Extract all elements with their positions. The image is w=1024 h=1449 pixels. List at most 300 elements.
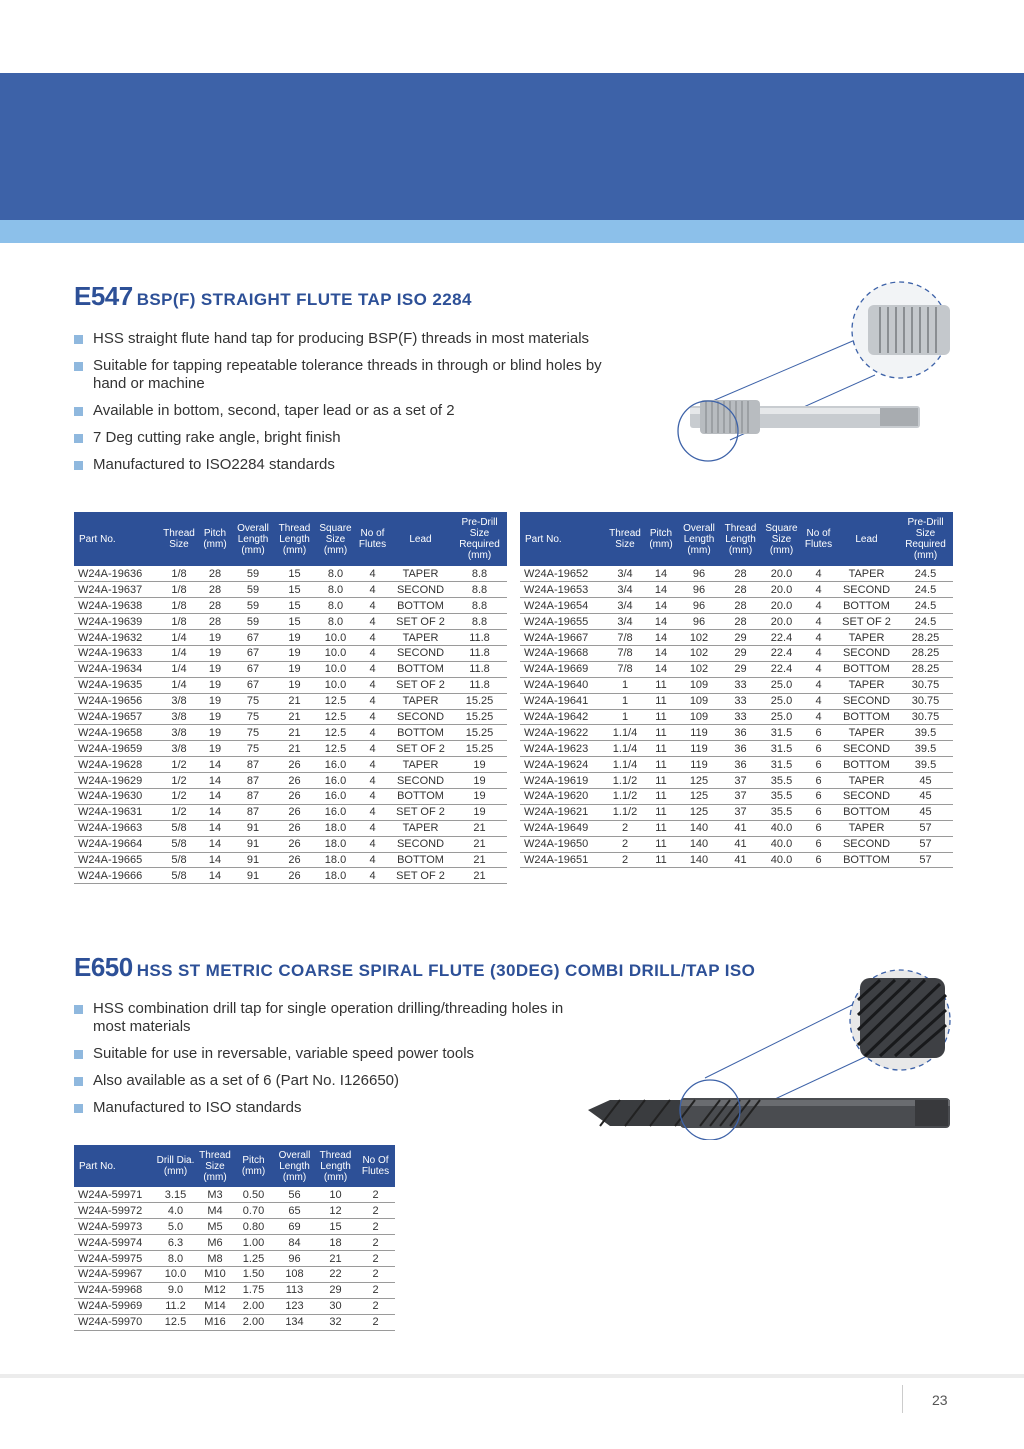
table-cell: 4 bbox=[356, 788, 389, 804]
table-row bbox=[520, 630, 953, 646]
table-cell: 21 bbox=[452, 836, 507, 852]
part-number-cell: W24A-19621 bbox=[520, 804, 606, 820]
table-cell: TAPER bbox=[389, 757, 452, 773]
table-cell: BOTTOM bbox=[835, 598, 898, 614]
table-cell: 30.75 bbox=[898, 693, 953, 709]
table-cell: 14 bbox=[644, 630, 678, 646]
table-cell: 6.3 bbox=[154, 1235, 197, 1251]
table-cell: 8.8 bbox=[452, 566, 507, 582]
feature-list-e650 bbox=[74, 1000, 574, 1126]
table-cell: 91 bbox=[232, 868, 274, 884]
table-cell: 2 bbox=[356, 1203, 395, 1219]
table-cell: 11 bbox=[644, 757, 678, 773]
col-part-no: Part No. bbox=[74, 1145, 154, 1187]
part-number-cell: W24A-19665 bbox=[74, 852, 160, 868]
table-row bbox=[74, 1282, 395, 1298]
table-cell: 24.5 bbox=[898, 582, 953, 598]
bullet-square-icon bbox=[74, 335, 83, 344]
table-cell: 32 bbox=[315, 1314, 356, 1330]
table-cell: 4 bbox=[356, 614, 389, 630]
feature-text: 7 Deg cutting rake angle, bright finish bbox=[93, 429, 341, 446]
col-lead: Lead bbox=[835, 512, 898, 566]
table-cell: 26 bbox=[274, 757, 315, 773]
table-cell: 11 bbox=[644, 788, 678, 804]
part-number-cell: W24A-19624 bbox=[520, 757, 606, 773]
part-number-cell: W24A-59972 bbox=[74, 1203, 154, 1219]
part-number-cell: W24A-59968 bbox=[74, 1282, 154, 1298]
table-cell: 57 bbox=[898, 820, 953, 836]
part-number-cell: W24A-19653 bbox=[520, 582, 606, 598]
table-cell: 1/4 bbox=[160, 677, 198, 693]
table-cell: 40.0 bbox=[761, 836, 802, 852]
table-cell: 14 bbox=[198, 788, 232, 804]
part-number-cell: W24A-19642 bbox=[520, 709, 606, 725]
e547-table-right bbox=[520, 512, 953, 868]
table-cell: 10.0 bbox=[315, 630, 356, 646]
table-cell: SECOND bbox=[389, 709, 452, 725]
table-cell: 21 bbox=[274, 725, 315, 741]
table-cell: 11 bbox=[644, 741, 678, 757]
table-cell: 7/8 bbox=[606, 661, 644, 677]
table-cell: 41 bbox=[720, 836, 761, 852]
table-cell: 19 bbox=[274, 630, 315, 646]
table-cell: 113 bbox=[274, 1282, 315, 1298]
table-cell: 3/8 bbox=[160, 709, 198, 725]
part-number-cell: W24A-59969 bbox=[74, 1298, 154, 1314]
feature-text: Suitable for tapping repeatable tolerance threads in through or blind holes by hand or machine bbox=[93, 357, 602, 392]
table-cell: 11 bbox=[644, 820, 678, 836]
table-cell: 1 bbox=[606, 693, 644, 709]
table-cell: 4 bbox=[802, 709, 835, 725]
table-cell: 8.0 bbox=[315, 614, 356, 630]
table-cell: 1.1/2 bbox=[606, 788, 644, 804]
table-cell: 28 bbox=[198, 598, 232, 614]
table-cell: 3/4 bbox=[606, 566, 644, 582]
table-cell: 24.5 bbox=[898, 598, 953, 614]
table-cell: 1.1/4 bbox=[606, 757, 644, 773]
table-cell: 2 bbox=[356, 1314, 395, 1330]
table-cell: 29 bbox=[720, 630, 761, 646]
table-cell: SET OF 2 bbox=[389, 804, 452, 820]
table-cell: 1/8 bbox=[160, 582, 198, 598]
part-number-cell: W24A-19667 bbox=[520, 630, 606, 646]
table-cell: 11 bbox=[644, 773, 678, 789]
table-cell: M10 bbox=[197, 1266, 233, 1282]
table-cell: M16 bbox=[197, 1314, 233, 1330]
table-cell: 14 bbox=[198, 852, 232, 868]
table-cell: SECOND bbox=[835, 788, 898, 804]
table-cell: SECOND bbox=[389, 645, 452, 661]
table-cell: 5.0 bbox=[154, 1219, 197, 1235]
table-row bbox=[520, 582, 953, 598]
table-cell: 3/8 bbox=[160, 693, 198, 709]
table-cell: M14 bbox=[197, 1298, 233, 1314]
table-cell: BOTTOM bbox=[389, 788, 452, 804]
table-cell: SECOND bbox=[835, 693, 898, 709]
product-code: E650 bbox=[74, 952, 133, 982]
table-cell: 36 bbox=[720, 757, 761, 773]
table-cell: 91 bbox=[232, 820, 274, 836]
table-cell: TAPER bbox=[835, 566, 898, 582]
table-cell: 75 bbox=[232, 741, 274, 757]
table-cell: 39.5 bbox=[898, 741, 953, 757]
table-cell: 15 bbox=[315, 1219, 356, 1235]
part-number-cell: W24A-19655 bbox=[520, 614, 606, 630]
table-cell: 26 bbox=[274, 852, 315, 868]
table-cell: 25.0 bbox=[761, 693, 802, 709]
table-cell: 19 bbox=[198, 661, 232, 677]
table-cell: 19 bbox=[274, 645, 315, 661]
table-cell: SECOND bbox=[835, 741, 898, 757]
table-cell: 7/8 bbox=[606, 630, 644, 646]
table-cell: SECOND bbox=[835, 645, 898, 661]
table-cell: 1.00 bbox=[233, 1235, 274, 1251]
table-cell: BOTTOM bbox=[835, 709, 898, 725]
table-cell: 96 bbox=[274, 1251, 315, 1267]
table-cell: SET OF 2 bbox=[389, 741, 452, 757]
part-number-cell: W24A-19659 bbox=[74, 741, 160, 757]
table-row bbox=[74, 1298, 395, 1314]
table-cell: 5/8 bbox=[160, 868, 198, 884]
table-cell: 75 bbox=[232, 709, 274, 725]
table-row bbox=[74, 566, 507, 582]
table-cell: 4 bbox=[802, 693, 835, 709]
table-cell: 29 bbox=[720, 661, 761, 677]
table-cell: 21 bbox=[452, 868, 507, 884]
part-number-cell: W24A-59971 bbox=[74, 1187, 154, 1203]
col-thread-length: Thread Length (mm) bbox=[720, 512, 761, 566]
table-cell: 109 bbox=[678, 693, 720, 709]
table-cell: 39.5 bbox=[898, 725, 953, 741]
table-row bbox=[74, 1187, 395, 1203]
table-cell: 19 bbox=[198, 677, 232, 693]
table-cell: SECOND bbox=[835, 582, 898, 598]
table-row bbox=[74, 1314, 395, 1330]
table-cell: 4 bbox=[802, 614, 835, 630]
col-overall-length: Overall Length (mm) bbox=[678, 512, 720, 566]
table-row bbox=[74, 820, 507, 836]
table-cell: 87 bbox=[232, 788, 274, 804]
table-cell: 4 bbox=[802, 661, 835, 677]
feature-bullet bbox=[74, 1000, 574, 1036]
table-cell: 2 bbox=[356, 1282, 395, 1298]
table-cell: 14 bbox=[644, 598, 678, 614]
page-number-separator bbox=[902, 1385, 903, 1413]
table-cell: 57 bbox=[898, 836, 953, 852]
table-cell: M8 bbox=[197, 1251, 233, 1267]
table-cell: 4.0 bbox=[154, 1203, 197, 1219]
table-cell: 10.0 bbox=[315, 645, 356, 661]
table-row bbox=[74, 741, 507, 757]
table-cell: 67 bbox=[232, 661, 274, 677]
table-cell: 2 bbox=[356, 1266, 395, 1282]
table-cell: 4 bbox=[356, 566, 389, 582]
table-cell: 1/8 bbox=[160, 614, 198, 630]
part-number-cell: W24A-19638 bbox=[74, 598, 160, 614]
col-thread-size: Thread Size bbox=[160, 512, 198, 566]
table-cell: 1/2 bbox=[160, 788, 198, 804]
table-row bbox=[74, 677, 507, 693]
table-cell: 28 bbox=[720, 614, 761, 630]
table-cell: 91 bbox=[232, 836, 274, 852]
table-cell: 4 bbox=[356, 582, 389, 598]
table-cell: TAPER bbox=[835, 630, 898, 646]
table-row bbox=[74, 582, 507, 598]
feature-text: HSS straight flute hand tap for producing BSP(F) threads in most materials bbox=[93, 330, 590, 347]
col-pitch: Pitch (mm) bbox=[233, 1145, 274, 1187]
table-cell: 35.5 bbox=[761, 788, 802, 804]
table-cell: 33 bbox=[720, 677, 761, 693]
table-cell: 15 bbox=[274, 614, 315, 630]
table-row bbox=[74, 630, 507, 646]
table-cell: 26 bbox=[274, 773, 315, 789]
col-square-size: Square Size (mm) bbox=[761, 512, 802, 566]
table-cell: 2 bbox=[606, 820, 644, 836]
table-row bbox=[74, 852, 507, 868]
part-number-cell: W24A-59975 bbox=[74, 1251, 154, 1267]
table-cell: M12 bbox=[197, 1282, 233, 1298]
table-cell: 12.5 bbox=[315, 709, 356, 725]
feature-bullet bbox=[74, 429, 634, 447]
table-cell: 11 bbox=[644, 725, 678, 741]
page-number: 23 bbox=[932, 1392, 948, 1408]
col-lead: Lead bbox=[389, 512, 452, 566]
table-cell: 1 bbox=[606, 709, 644, 725]
table-cell: 28 bbox=[720, 598, 761, 614]
table-cell: 1.1/4 bbox=[606, 741, 644, 757]
part-number-cell: W24A-19658 bbox=[74, 725, 160, 741]
table-cell: 21 bbox=[274, 741, 315, 757]
feature-bullet bbox=[74, 357, 634, 393]
table-cell: 41 bbox=[720, 820, 761, 836]
table-cell: 31.5 bbox=[761, 725, 802, 741]
table-cell: 1.1/4 bbox=[606, 725, 644, 741]
table-cell: 2.00 bbox=[233, 1314, 274, 1330]
table-cell: TAPER bbox=[389, 820, 452, 836]
table-cell: 16.0 bbox=[315, 788, 356, 804]
table-cell: 8.8 bbox=[452, 582, 507, 598]
table-row bbox=[520, 598, 953, 614]
table-cell: 84 bbox=[274, 1235, 315, 1251]
footer-divider bbox=[0, 1374, 1024, 1378]
table-row bbox=[74, 645, 507, 661]
table-cell: BOTTOM bbox=[389, 661, 452, 677]
table-cell: 14 bbox=[198, 820, 232, 836]
table-cell: 14 bbox=[644, 645, 678, 661]
table-cell: 16.0 bbox=[315, 757, 356, 773]
table-cell: 4 bbox=[356, 598, 389, 614]
table-cell: 1/2 bbox=[160, 757, 198, 773]
table-cell: SET OF 2 bbox=[835, 614, 898, 630]
part-number-cell: W24A-19664 bbox=[74, 836, 160, 852]
table-cell: 5/8 bbox=[160, 820, 198, 836]
table-cell: 59 bbox=[232, 582, 274, 598]
table-cell: 12.5 bbox=[315, 741, 356, 757]
table-cell: 15.25 bbox=[452, 693, 507, 709]
table-cell: SECOND bbox=[389, 582, 452, 598]
table-cell: 2 bbox=[606, 836, 644, 852]
table-cell: 2 bbox=[356, 1219, 395, 1235]
table-row bbox=[520, 709, 953, 725]
table-cell: 6 bbox=[802, 741, 835, 757]
table-cell: 8.0 bbox=[154, 1251, 197, 1267]
table-cell: 19 bbox=[198, 709, 232, 725]
table-cell: 22 bbox=[315, 1266, 356, 1282]
table-cell: 109 bbox=[678, 709, 720, 725]
col-pre-drill: Pre-Drill Size Required (mm) bbox=[898, 512, 953, 566]
table-cell: 37 bbox=[720, 788, 761, 804]
bullet-square-icon bbox=[74, 407, 83, 416]
table-cell: 21 bbox=[274, 693, 315, 709]
table-cell: 29 bbox=[315, 1282, 356, 1298]
col-part-no: Part No. bbox=[520, 512, 606, 566]
table-cell: 125 bbox=[678, 804, 720, 820]
part-number-cell: W24A-19657 bbox=[74, 709, 160, 725]
table-cell: 59 bbox=[232, 566, 274, 582]
table-row bbox=[74, 788, 507, 804]
table-cell: 1/4 bbox=[160, 661, 198, 677]
table-cell: 16.0 bbox=[315, 773, 356, 789]
table-row bbox=[74, 1219, 395, 1235]
table-cell: SET OF 2 bbox=[389, 677, 452, 693]
table-cell: 22.4 bbox=[761, 630, 802, 646]
table-cell: 4 bbox=[356, 693, 389, 709]
table-cell: 8.8 bbox=[452, 614, 507, 630]
table-row bbox=[520, 693, 953, 709]
e650-table bbox=[74, 1145, 395, 1331]
bullet-square-icon bbox=[74, 434, 83, 443]
table-cell: 11 bbox=[644, 677, 678, 693]
table-cell: 12.5 bbox=[315, 725, 356, 741]
table-cell: 2 bbox=[606, 852, 644, 868]
table-row bbox=[520, 725, 953, 741]
table-cell: 37 bbox=[720, 773, 761, 789]
table-cell: 30.75 bbox=[898, 677, 953, 693]
table-cell: 67 bbox=[232, 630, 274, 646]
table-cell: 45 bbox=[898, 804, 953, 820]
table-cell: M4 bbox=[197, 1203, 233, 1219]
table-row bbox=[520, 804, 953, 820]
table-row bbox=[74, 598, 507, 614]
table-row bbox=[520, 788, 953, 804]
table-cell: SET OF 2 bbox=[389, 868, 452, 884]
table-cell: 14 bbox=[198, 773, 232, 789]
table-cell: 11.8 bbox=[452, 630, 507, 646]
table-cell: 19 bbox=[198, 645, 232, 661]
table-cell: 28 bbox=[720, 566, 761, 582]
table-row bbox=[520, 757, 953, 773]
table-cell: 56 bbox=[274, 1187, 315, 1203]
table-row bbox=[520, 741, 953, 757]
table-cell: 18 bbox=[315, 1235, 356, 1251]
table-cell: 19 bbox=[198, 630, 232, 646]
table-cell: 37 bbox=[720, 804, 761, 820]
table-cell: 30 bbox=[315, 1298, 356, 1314]
table-cell: 65 bbox=[274, 1203, 315, 1219]
table-cell: 102 bbox=[678, 661, 720, 677]
table-cell: 4 bbox=[802, 566, 835, 582]
table-cell: 1/4 bbox=[160, 645, 198, 661]
table-cell: 96 bbox=[678, 614, 720, 630]
table-cell: 6 bbox=[802, 852, 835, 868]
table-cell: 102 bbox=[678, 630, 720, 646]
table-cell: BOTTOM bbox=[389, 598, 452, 614]
col-thread-size: Thread Size bbox=[606, 512, 644, 566]
product-code: E547 bbox=[74, 281, 133, 311]
feature-text: HSS combination drill tap for single operation drilling/threading holes in most materials bbox=[93, 1000, 564, 1035]
col-no-of-flutes: No of Flutes bbox=[802, 512, 835, 566]
table-cell: 21 bbox=[274, 709, 315, 725]
table-row bbox=[520, 661, 953, 677]
table-cell: 0.50 bbox=[233, 1187, 274, 1203]
table-cell: 4 bbox=[356, 757, 389, 773]
table-cell: BOTTOM bbox=[389, 725, 452, 741]
e547-table-left bbox=[74, 512, 507, 884]
table-cell: 4 bbox=[802, 645, 835, 661]
table-cell: 45 bbox=[898, 788, 953, 804]
table-cell: 28 bbox=[198, 614, 232, 630]
table-cell: BOTTOM bbox=[835, 661, 898, 677]
table-row bbox=[520, 773, 953, 789]
table-cell: 1.1/2 bbox=[606, 773, 644, 789]
table-cell: 4 bbox=[802, 598, 835, 614]
table-cell: SECOND bbox=[389, 836, 452, 852]
table-cell: 45 bbox=[898, 773, 953, 789]
table-cell: SECOND bbox=[389, 773, 452, 789]
table-cell: 11.8 bbox=[452, 645, 507, 661]
table-cell: 15.25 bbox=[452, 709, 507, 725]
table-cell: 31.5 bbox=[761, 741, 802, 757]
table-cell: M3 bbox=[197, 1187, 233, 1203]
table-cell: 1 bbox=[606, 677, 644, 693]
table-cell: 1.1/2 bbox=[606, 804, 644, 820]
table-cell: 67 bbox=[232, 677, 274, 693]
table-cell: 91 bbox=[232, 852, 274, 868]
table-cell: 28.25 bbox=[898, 661, 953, 677]
feature-bullet bbox=[74, 1072, 574, 1090]
table-cell: 12.5 bbox=[315, 693, 356, 709]
col-pitch: Pitch (mm) bbox=[198, 512, 232, 566]
feature-bullet bbox=[74, 456, 634, 474]
table-cell: 29 bbox=[720, 645, 761, 661]
table-cell: 14 bbox=[198, 757, 232, 773]
table-cell: 8.0 bbox=[315, 598, 356, 614]
table-cell: 4 bbox=[802, 677, 835, 693]
table-row bbox=[520, 836, 953, 852]
col-thread-length: Thread Length (mm) bbox=[315, 1145, 356, 1187]
table-cell: 2 bbox=[356, 1187, 395, 1203]
table-row bbox=[74, 773, 507, 789]
part-number-cell: W24A-19634 bbox=[74, 661, 160, 677]
col-part-no: Part No. bbox=[74, 512, 160, 566]
table-cell: 125 bbox=[678, 788, 720, 804]
part-number-cell: W24A-19668 bbox=[520, 645, 606, 661]
table-cell: 87 bbox=[232, 773, 274, 789]
table-cell: 75 bbox=[232, 725, 274, 741]
feature-bullet bbox=[74, 1099, 574, 1117]
table-cell: 96 bbox=[678, 566, 720, 582]
straight-flute-tap-drawing bbox=[670, 280, 970, 470]
table-row bbox=[74, 836, 507, 852]
table-cell: 11 bbox=[644, 804, 678, 820]
table-row bbox=[74, 661, 507, 677]
table-row bbox=[520, 820, 953, 836]
table-cell: 4 bbox=[802, 630, 835, 646]
col-overall-length: Overall Length (mm) bbox=[232, 512, 274, 566]
part-number-cell: W24A-19637 bbox=[74, 582, 160, 598]
table-cell: 11 bbox=[644, 852, 678, 868]
col-thread-size: Thread Size (mm) bbox=[197, 1145, 233, 1187]
